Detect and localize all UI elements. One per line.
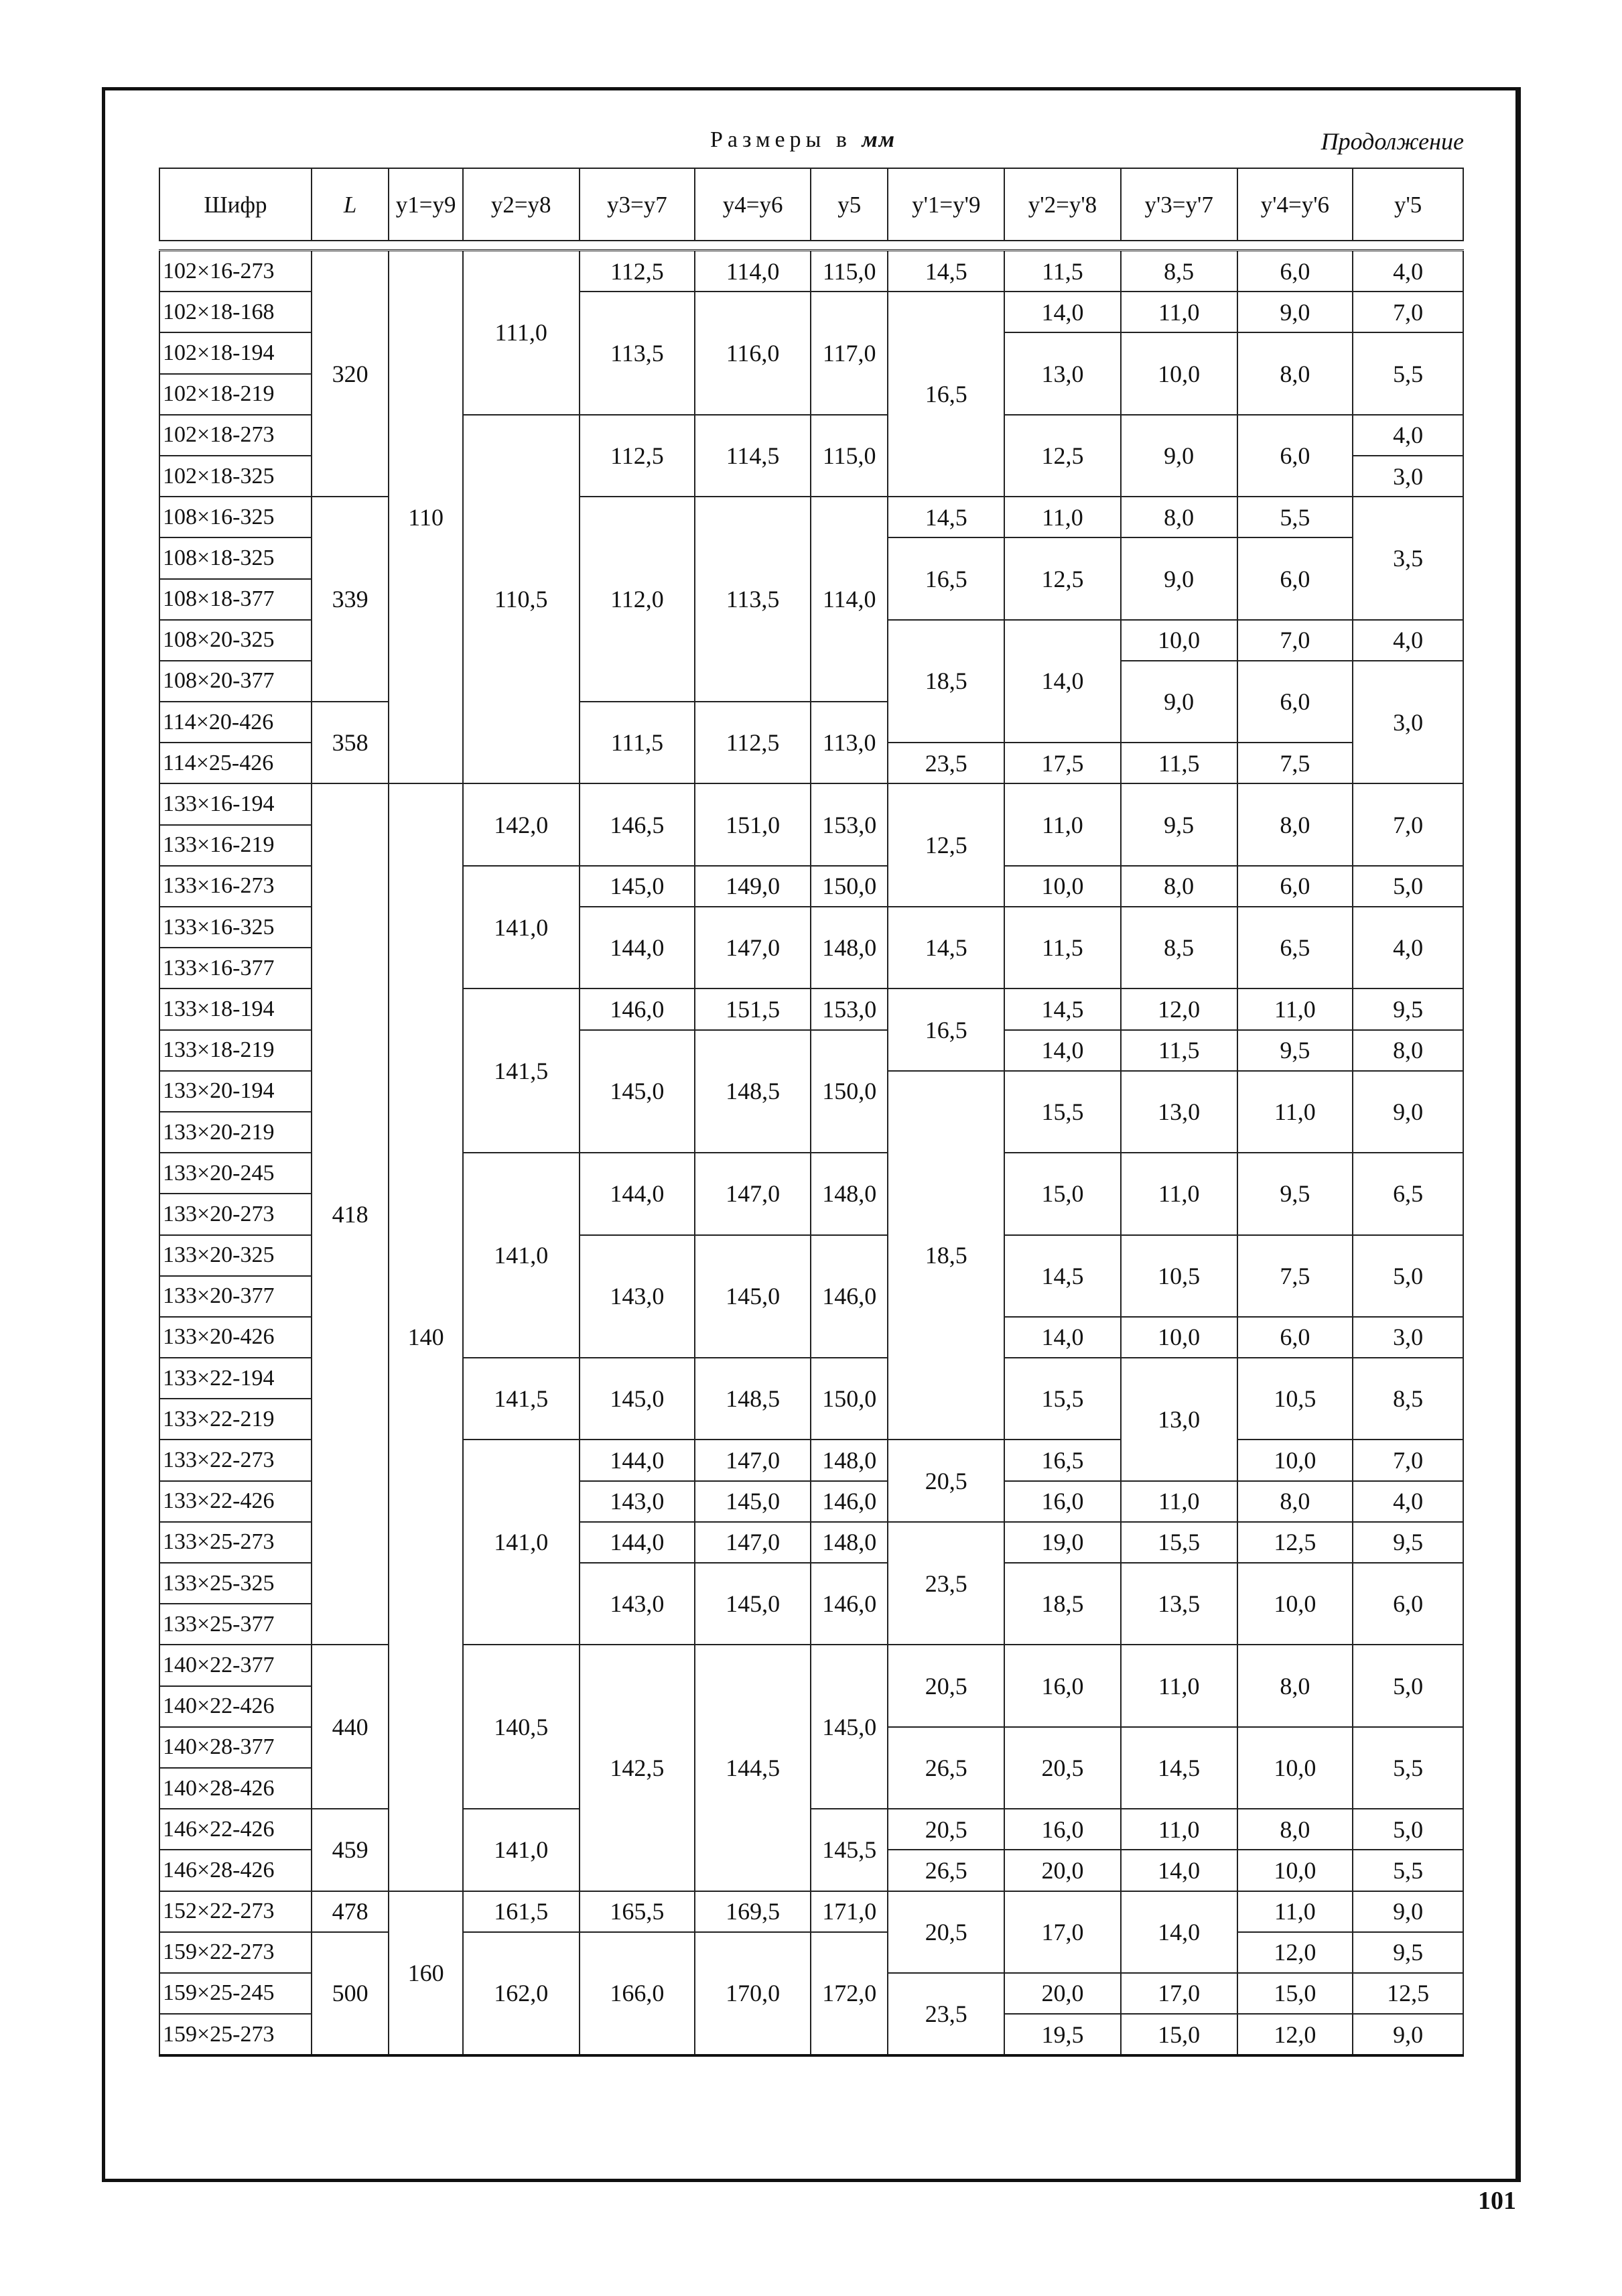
- cell-y2: 141,0: [463, 1440, 580, 1645]
- cell-code: 114×25-426: [159, 743, 312, 783]
- col-header-y5-prime: y'5: [1353, 168, 1463, 241]
- cell-y4: 145,0: [695, 1563, 811, 1645]
- cell-p3: 17,0: [1121, 1973, 1237, 2014]
- cell-code: 102×18-325: [159, 456, 312, 497]
- cell-p5: 5,0: [1353, 866, 1463, 907]
- cell-y5: 117,0: [811, 292, 888, 415]
- cell-p2: 14,0: [1004, 620, 1121, 743]
- cell-p1: 14,5: [888, 251, 1004, 292]
- cell-p4: 6,0: [1237, 1317, 1353, 1358]
- cell-p5: 9,0: [1353, 1071, 1463, 1153]
- cell-y5: 171,0: [811, 1891, 888, 1932]
- cell-p3: 14,0: [1121, 1850, 1237, 1891]
- cell-p3: 14,5: [1121, 1727, 1237, 1809]
- cell-y4: 145,0: [695, 1235, 811, 1358]
- cell-p5: 3,0: [1353, 456, 1463, 497]
- cell-y5: 113,0: [811, 702, 888, 783]
- cell-p4: 9,0: [1237, 292, 1353, 332]
- cell-y3: 112,5: [580, 251, 695, 292]
- col-header-y2-prime: y'2=y'8: [1004, 168, 1121, 241]
- cell-y5: 153,0: [811, 988, 888, 1029]
- cell-p5: 3,0: [1353, 1317, 1463, 1358]
- cell-p1: 20,5: [888, 1645, 1004, 1726]
- cell-p1: 18,5: [888, 1071, 1004, 1440]
- cell-y4: 144,5: [695, 1645, 811, 1891]
- cell-p4: 9,5: [1237, 1030, 1353, 1071]
- cell-y3: 143,0: [580, 1235, 695, 1358]
- cell-y5: 148,0: [811, 1440, 888, 1480]
- cell-p2: 19,0: [1004, 1522, 1121, 1563]
- cell-y3: 166,0: [580, 1932, 695, 2056]
- cell-p2: 20,0: [1004, 1973, 1121, 2014]
- cell-L: 440: [312, 1645, 389, 1809]
- cell-code: 133×18-194: [159, 988, 312, 1029]
- cell-y4: 169,5: [695, 1891, 811, 1932]
- cell-p1: 20,5: [888, 1809, 1004, 1850]
- cell-p3: 9,0: [1121, 661, 1237, 743]
- cell-p2: 16,0: [1004, 1645, 1121, 1726]
- cell-code: 140×28-377: [159, 1727, 312, 1768]
- cell-p4: 7,5: [1237, 743, 1353, 783]
- cell-p2: 12,5: [1004, 537, 1121, 619]
- cell-y3: 143,0: [580, 1481, 695, 1522]
- cell-p4: 10,0: [1237, 1727, 1353, 1809]
- cell-code: 133×20-325: [159, 1235, 312, 1276]
- cell-p3: 11,0: [1121, 292, 1237, 332]
- cell-p3: 11,0: [1121, 1153, 1237, 1234]
- cell-code: 133×20-194: [159, 1071, 312, 1112]
- cell-p2: 16,5: [1004, 1440, 1121, 1480]
- cell-p4: 7,5: [1237, 1235, 1353, 1317]
- cell-p2: 14,5: [1004, 988, 1121, 1029]
- col-header-y1: y1=y9: [389, 168, 462, 241]
- cell-y3: 145,0: [580, 1358, 695, 1440]
- cell-code: 102×18-273: [159, 415, 312, 456]
- cell-code: 146×28-426: [159, 1850, 312, 1891]
- cell-code: 102×18-219: [159, 374, 312, 415]
- cell-p1: 23,5: [888, 743, 1004, 783]
- cell-y2: 142,0: [463, 783, 580, 865]
- cell-y5: 145,0: [811, 1645, 888, 1809]
- cell-y3: 142,5: [580, 1645, 695, 1891]
- cell-p3: 14,0: [1121, 1891, 1237, 1973]
- table-row: [159, 251, 1463, 292]
- cell-L: 320: [312, 251, 389, 497]
- caption-title: Размеры в: [710, 127, 852, 152]
- caption-units: [710, 127, 896, 153]
- cell-y5: 115,0: [811, 415, 888, 497]
- cell-code: 108×20-377: [159, 661, 312, 702]
- cell-p2: 11,5: [1004, 251, 1121, 292]
- cell-y2: 141,0: [463, 1153, 580, 1358]
- cell-p5: 9,5: [1353, 1522, 1463, 1563]
- cell-p2: 17,0: [1004, 1891, 1121, 1973]
- cell-code: 133×16-219: [159, 825, 312, 866]
- cell-p4: 10,0: [1237, 1440, 1353, 1480]
- cell-p3: 11,5: [1121, 1030, 1237, 1071]
- cell-p1: 12,5: [888, 783, 1004, 907]
- cell-code: 133×16-325: [159, 907, 312, 948]
- cell-y1: 140: [389, 783, 462, 1891]
- cell-y3: 144,0: [580, 907, 695, 988]
- cell-p3: 15,5: [1121, 1522, 1237, 1563]
- col-header-L: [312, 168, 389, 241]
- cell-p4: 7,0: [1237, 620, 1353, 661]
- cell-y4: 170,0: [695, 1932, 811, 2056]
- cell-p5: 9,5: [1353, 988, 1463, 1029]
- cell-p1: 16,5: [888, 292, 1004, 497]
- cell-p5: 8,0: [1353, 1030, 1463, 1071]
- table-row: [159, 497, 1463, 537]
- cell-p3: 8,5: [1121, 251, 1237, 292]
- cell-p1: 14,5: [888, 497, 1004, 537]
- table-row: [159, 1932, 1463, 1973]
- cell-p5: 7,0: [1353, 1440, 1463, 1480]
- cell-p5: 5,5: [1353, 1850, 1463, 1891]
- cell-p4: 6,0: [1237, 415, 1353, 497]
- cell-y3: 143,0: [580, 1563, 695, 1645]
- cell-p2: 15,0: [1004, 1153, 1121, 1234]
- cell-code: 159×22-273: [159, 1932, 312, 1973]
- cell-code: 133×20-426: [159, 1317, 312, 1358]
- cell-p4: 6,5: [1237, 907, 1353, 988]
- cell-p1: 26,5: [888, 1727, 1004, 1809]
- cell-code: 133×16-377: [159, 948, 312, 988]
- caption-unit: мм: [862, 127, 896, 152]
- cell-L: 478: [312, 1891, 389, 1932]
- cell-y4: 114,0: [695, 251, 811, 292]
- cell-code: 108×18-325: [159, 537, 312, 578]
- cell-code: 152×22-273: [159, 1891, 312, 1932]
- cell-y1: 160: [389, 1891, 462, 2056]
- cell-p3: 8,0: [1121, 497, 1237, 537]
- cell-p4: 9,5: [1237, 1153, 1353, 1234]
- cell-code: 102×16-273: [159, 251, 312, 292]
- header-separator-cell: [159, 241, 1463, 251]
- cell-y3: 165,5: [580, 1891, 695, 1932]
- cell-y4: 147,0: [695, 1522, 811, 1563]
- cell-p2: 13,0: [1004, 332, 1121, 414]
- cell-y4: 113,5: [695, 497, 811, 702]
- table-body: [159, 251, 1463, 2056]
- cell-p2: 10,0: [1004, 866, 1121, 907]
- cell-L: 358: [312, 702, 389, 783]
- cell-p4: 8,0: [1237, 332, 1353, 414]
- cell-p3: 11,0: [1121, 1645, 1237, 1726]
- cell-p3: 8,0: [1121, 866, 1237, 907]
- cell-p5: 5,0: [1353, 1235, 1463, 1317]
- cell-p2: 14,0: [1004, 1317, 1121, 1358]
- header-row: [159, 168, 1463, 241]
- cell-y2: 110,5: [463, 415, 580, 784]
- col-header-y1-prime: y'1=y'9: [888, 168, 1004, 241]
- cell-p5: 4,0: [1353, 415, 1463, 456]
- cell-p2: 12,5: [1004, 415, 1121, 497]
- cell-y2: 141,5: [463, 1358, 580, 1440]
- cell-p2: 16,0: [1004, 1809, 1121, 1850]
- cell-p5: 4,0: [1353, 1481, 1463, 1522]
- cell-y3: 144,0: [580, 1153, 695, 1234]
- cell-code: 133×22-194: [159, 1358, 312, 1399]
- cell-p4: 6,0: [1237, 661, 1353, 743]
- cell-p4: 11,0: [1237, 1891, 1353, 1932]
- cell-p1: 20,5: [888, 1440, 1004, 1521]
- cell-y3: 113,5: [580, 292, 695, 415]
- cell-p1: 16,5: [888, 537, 1004, 619]
- cell-p5: 3,5: [1353, 497, 1463, 620]
- cell-p4: 8,0: [1237, 1809, 1353, 1850]
- cell-y3: 144,0: [580, 1440, 695, 1480]
- table-caption: [161, 127, 1464, 161]
- cell-y3: 112,5: [580, 415, 695, 497]
- cell-code: 140×22-377: [159, 1645, 312, 1685]
- cell-y2: 140,5: [463, 1645, 580, 1809]
- cell-code: 140×28-426: [159, 1768, 312, 1809]
- cell-code: 133×16-194: [159, 783, 312, 824]
- cell-p4: 15,0: [1237, 1973, 1353, 2014]
- cell-code: 133×22-426: [159, 1481, 312, 1522]
- cell-code: 133×20-377: [159, 1276, 312, 1317]
- cell-y4: 151,5: [695, 988, 811, 1029]
- cell-code: 114×20-426: [159, 702, 312, 743]
- cell-y1: 110: [389, 251, 462, 784]
- cell-code: 133×20-219: [159, 1112, 312, 1153]
- cell-p2: 15,5: [1004, 1071, 1121, 1153]
- cell-code: 108×20-325: [159, 620, 312, 661]
- cell-p5: 3,0: [1353, 661, 1463, 784]
- cell-L: 459: [312, 1809, 389, 1891]
- cell-code: 159×25-245: [159, 1973, 312, 2014]
- cell-L: 339: [312, 497, 389, 702]
- cell-p3: 12,0: [1121, 988, 1237, 1029]
- cell-y2: 141,5: [463, 988, 580, 1153]
- cell-y5: 172,0: [811, 1932, 888, 2056]
- cell-y4: 147,0: [695, 907, 811, 988]
- cell-p4: 6,0: [1237, 251, 1353, 292]
- col-header-y2: y2=y8: [463, 168, 580, 241]
- cell-y3: 146,5: [580, 783, 695, 865]
- table-row: [159, 783, 1463, 824]
- cell-y4: 145,0: [695, 1481, 811, 1522]
- cell-L: 418: [312, 783, 389, 1645]
- cell-p1: 23,5: [888, 1973, 1004, 2055]
- cell-y5: 115,0: [811, 251, 888, 292]
- cell-p5: 5,0: [1353, 1645, 1463, 1726]
- cell-p1: 23,5: [888, 1522, 1004, 1645]
- cell-p1: 16,5: [888, 988, 1004, 1070]
- col-header-y3-prime: y'3=y'7: [1121, 168, 1237, 241]
- cell-y2: 141,0: [463, 1809, 580, 1891]
- cell-p3: 10,5: [1121, 1235, 1237, 1317]
- cell-p5: 9,0: [1353, 2014, 1463, 2055]
- cell-y5: 153,0: [811, 783, 888, 865]
- cell-p3: 13,5: [1121, 1563, 1237, 1645]
- cell-y4: 114,5: [695, 415, 811, 497]
- cell-y4: 116,0: [695, 292, 811, 415]
- col-header-y3: y3=y7: [580, 168, 695, 241]
- cell-code: 140×22-426: [159, 1686, 312, 1727]
- col-header-y4: y4=y6: [695, 168, 811, 241]
- cell-p5: 5,5: [1353, 332, 1463, 414]
- cell-p2: 20,0: [1004, 1850, 1121, 1891]
- cell-y5: 146,0: [811, 1481, 888, 1522]
- cell-y2: 162,0: [463, 1932, 580, 2056]
- cell-p3: 13,0: [1121, 1071, 1237, 1153]
- cell-p5: 9,0: [1353, 1891, 1463, 1932]
- cell-code: 102×18-194: [159, 332, 312, 373]
- cell-L: 500: [312, 1932, 389, 2056]
- cell-p3: 11,5: [1121, 743, 1237, 783]
- cell-p4: 10,0: [1237, 1850, 1353, 1891]
- cell-code: 133×25-377: [159, 1604, 312, 1645]
- cell-y5: 148,0: [811, 1522, 888, 1563]
- cell-code: 133×18-219: [159, 1030, 312, 1071]
- table-row: [159, 1809, 1463, 1850]
- cell-y5: 146,0: [811, 1235, 888, 1358]
- cell-p2: 20,5: [1004, 1727, 1121, 1809]
- cell-p5: 4,0: [1353, 251, 1463, 292]
- cell-y5: 114,0: [811, 497, 888, 702]
- cell-p4: 8,0: [1237, 783, 1353, 865]
- cell-code: 133×20-273: [159, 1194, 312, 1234]
- cell-p5: 5,0: [1353, 1809, 1463, 1850]
- cell-p4: 10,0: [1237, 1563, 1353, 1645]
- cell-p3: 9,0: [1121, 415, 1237, 497]
- cell-code: 102×18-168: [159, 292, 312, 332]
- cell-p3: 10,0: [1121, 620, 1237, 661]
- cell-p4: 12,5: [1237, 1522, 1353, 1563]
- table-row: [159, 1891, 1463, 1932]
- cell-y5: 148,0: [811, 907, 888, 988]
- cell-y4: 148,5: [695, 1358, 811, 1440]
- cell-p5: 12,5: [1353, 1973, 1463, 2014]
- cell-p5: 5,5: [1353, 1727, 1463, 1809]
- cell-y2: 111,0: [463, 251, 580, 415]
- cell-code: 159×25-273: [159, 2014, 312, 2055]
- cell-y4: 147,0: [695, 1153, 811, 1234]
- cell-p4: 6,0: [1237, 866, 1353, 907]
- cell-y4: 112,5: [695, 702, 811, 783]
- cell-y5: 150,0: [811, 866, 888, 907]
- cell-p5: 9,5: [1353, 1932, 1463, 1973]
- cell-p4: 11,0: [1237, 988, 1353, 1029]
- cell-y5: 150,0: [811, 1030, 888, 1153]
- cell-y5: 146,0: [811, 1563, 888, 1645]
- cell-y2: 161,5: [463, 1891, 580, 1932]
- cell-p5: 6,0: [1353, 1563, 1463, 1645]
- cell-p5: 4,0: [1353, 907, 1463, 988]
- cell-y3: 112,0: [580, 497, 695, 702]
- cell-p2: 11,0: [1004, 497, 1121, 537]
- cell-p5: 7,0: [1353, 292, 1463, 332]
- cell-code: 133×16-273: [159, 866, 312, 907]
- cell-p4: 12,0: [1237, 1932, 1353, 1973]
- cell-p2: 14,0: [1004, 1030, 1121, 1071]
- cell-p1: 14,5: [888, 907, 1004, 988]
- dimensions-table: [159, 168, 1464, 2057]
- cell-p2: 11,5: [1004, 907, 1121, 988]
- page-number: 101: [1478, 2187, 1516, 2215]
- table-row: [159, 1645, 1463, 1685]
- cell-p4: 11,0: [1237, 1071, 1353, 1153]
- cell-p3: 10,0: [1121, 1317, 1237, 1358]
- cell-y2: 141,0: [463, 866, 580, 989]
- col-header-code: Шифр: [159, 168, 312, 241]
- cell-p2: 16,0: [1004, 1481, 1121, 1522]
- cell-p4: 8,0: [1237, 1645, 1353, 1726]
- cell-code: 133×22-219: [159, 1399, 312, 1440]
- cell-p1: 20,5: [888, 1891, 1004, 1973]
- cell-p2: 14,5: [1004, 1235, 1121, 1317]
- header-separator: [159, 241, 1463, 251]
- cell-p3: 9,0: [1121, 537, 1237, 619]
- cell-p2: 19,5: [1004, 2014, 1121, 2055]
- cell-y3: 145,0: [580, 1030, 695, 1153]
- cell-p4: 5,5: [1237, 497, 1353, 537]
- cell-y4: 148,5: [695, 1030, 811, 1153]
- cell-p3: 11,0: [1121, 1481, 1237, 1522]
- cell-p4: 12,0: [1237, 2014, 1353, 2055]
- cell-p3: 10,0: [1121, 332, 1237, 414]
- cell-p5: 4,0: [1353, 620, 1463, 661]
- cell-p2: 17,5: [1004, 743, 1121, 783]
- cell-p3: 11,0: [1121, 1809, 1237, 1850]
- cell-p4: 10,5: [1237, 1358, 1353, 1440]
- cell-y5: 145,5: [811, 1809, 888, 1891]
- cell-p2: 14,0: [1004, 292, 1121, 332]
- caption-continuation: Продолжение: [1321, 128, 1464, 155]
- cell-code: 133×22-273: [159, 1440, 312, 1480]
- cell-p2: 15,5: [1004, 1358, 1121, 1440]
- cell-y3: 145,0: [580, 866, 695, 907]
- cell-y3: 111,5: [580, 702, 695, 783]
- cell-p3: 8,5: [1121, 907, 1237, 988]
- cell-code: 133×25-273: [159, 1522, 312, 1563]
- cell-p5: 6,5: [1353, 1153, 1463, 1234]
- cell-y4: 147,0: [695, 1440, 811, 1480]
- cell-code: 146×22-426: [159, 1809, 312, 1850]
- cell-code: 108×18-377: [159, 579, 312, 620]
- cell-p5: 7,0: [1353, 783, 1463, 865]
- cell-p3: 13,0: [1121, 1358, 1237, 1481]
- cell-p4: 6,0: [1237, 537, 1353, 619]
- cell-y5: 148,0: [811, 1153, 888, 1234]
- col-header-L-text: L: [343, 191, 357, 218]
- cell-code: 133×25-325: [159, 1563, 312, 1604]
- cell-p4: 8,0: [1237, 1481, 1353, 1522]
- cell-p2: 11,0: [1004, 783, 1121, 865]
- cell-p1: 18,5: [888, 620, 1004, 743]
- cell-y5: 150,0: [811, 1358, 888, 1440]
- cell-y3: 144,0: [580, 1522, 695, 1563]
- cell-p1: 26,5: [888, 1850, 1004, 1891]
- cell-y3: 146,0: [580, 988, 695, 1029]
- cell-p3: 9,5: [1121, 783, 1237, 865]
- cell-p2: 18,5: [1004, 1563, 1121, 1645]
- cell-code: 133×20-245: [159, 1153, 312, 1194]
- cell-p5: 8,5: [1353, 1358, 1463, 1440]
- cell-p3: 15,0: [1121, 2014, 1237, 2055]
- col-header-y5: y5: [811, 168, 888, 241]
- cell-y4: 149,0: [695, 866, 811, 907]
- cell-y4: 151,0: [695, 783, 811, 865]
- col-header-y4-prime: y'4=y'6: [1237, 168, 1353, 241]
- cell-code: 108×16-325: [159, 497, 312, 537]
